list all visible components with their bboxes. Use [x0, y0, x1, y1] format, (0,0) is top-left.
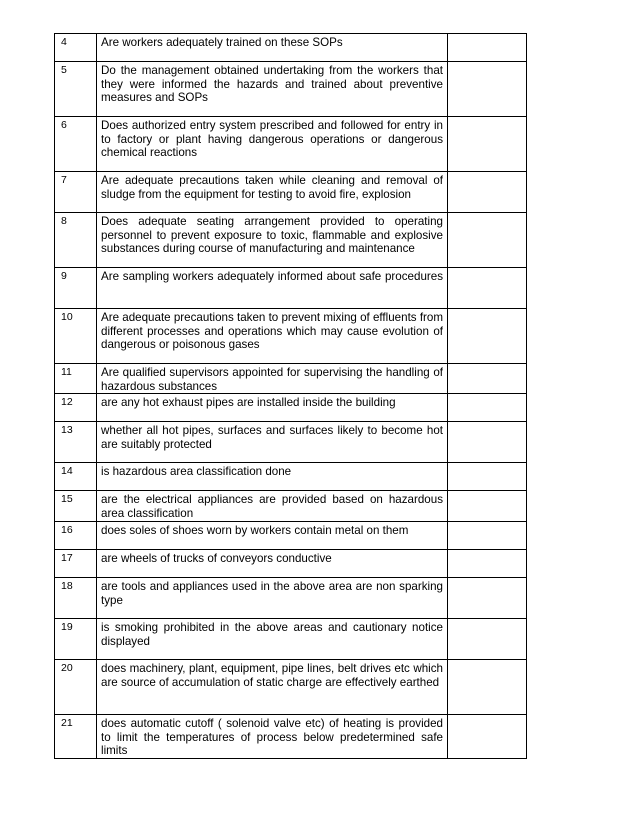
row-number: 13 — [55, 422, 97, 463]
answer-cell — [448, 714, 527, 758]
answer-cell — [448, 394, 527, 422]
question-text: is smoking prohibited in the above areas and cautionary notice displayed — [97, 618, 448, 659]
table-row — [55, 521, 527, 549]
table-row — [55, 394, 527, 422]
question-text: Are adequate precautions taken while cleaning and removal of sludge from the equipment for testing to avoid fire, explosion — [97, 172, 448, 213]
question-text: are the electrical appliances are provided based on hazardous area classification — [97, 491, 448, 521]
row-number: 6 — [55, 117, 97, 172]
row-number: 19 — [55, 618, 97, 659]
checklist-table — [54, 33, 527, 759]
table-row — [55, 34, 527, 62]
answer-cell — [448, 618, 527, 659]
question-text: Are adequate precautions taken to prevent mixing of effluents from different processes and operations which may cause evolution of dangerous or poisonous gases — [97, 309, 448, 364]
row-number: 15 — [55, 491, 97, 521]
question-text: are any hot exhaust pipes are installed inside the building — [97, 394, 448, 422]
row-number: 9 — [55, 268, 97, 309]
row-number: 21 — [55, 714, 97, 758]
question-text: Are sampling workers adequately informed about safe procedures — [97, 268, 448, 309]
table-row — [55, 659, 527, 714]
table-row — [55, 463, 527, 491]
table-row — [55, 172, 527, 213]
answer-cell — [448, 463, 527, 491]
question-text: is hazardous area classification done — [97, 463, 448, 491]
answer-cell — [448, 117, 527, 172]
answer-cell — [448, 422, 527, 463]
table-row — [55, 549, 527, 577]
table-row — [55, 117, 527, 172]
table-row — [55, 714, 527, 758]
row-number: 16 — [55, 521, 97, 549]
table-row — [55, 62, 527, 117]
checklist-body — [55, 34, 527, 759]
table-row — [55, 309, 527, 364]
row-number: 10 — [55, 309, 97, 364]
table-row — [55, 491, 527, 521]
question-text: Are qualified supervisors appointed for supervising the handling of hazardous substances — [97, 364, 448, 394]
answer-cell — [448, 213, 527, 268]
table-row — [55, 268, 527, 309]
table-row — [55, 577, 527, 618]
row-number: 17 — [55, 549, 97, 577]
question-text: does soles of shoes worn by workers contain metal on them — [97, 521, 448, 549]
question-text: does automatic cutoff ( solenoid valve etc) of heating is provided to limit the temperatures of process below predetermined safe limits — [97, 714, 448, 758]
row-number: 11 — [55, 364, 97, 394]
table-row — [55, 618, 527, 659]
answer-cell — [448, 309, 527, 364]
answer-cell — [448, 521, 527, 549]
row-number: 12 — [55, 394, 97, 422]
question-text: are wheels of trucks of conveyors conductive — [97, 549, 448, 577]
table-row — [55, 213, 527, 268]
table-row — [55, 364, 527, 394]
answer-cell — [448, 172, 527, 213]
question-text: does machinery, plant, equipment, pipe lines, belt drives etc which are source of accumulation of static charge are effectively earthed — [97, 659, 448, 714]
question-text: whether all hot pipes, surfaces and surfaces likely to become hot are suitably protected — [97, 422, 448, 463]
row-number: 8 — [55, 213, 97, 268]
question-text: Are workers adequately trained on these SOPs — [97, 34, 448, 62]
row-number: 14 — [55, 463, 97, 491]
answer-cell — [448, 62, 527, 117]
question-text: Do the management obtained undertaking from the workers that they were informed the hazards and trained about preventive measures and SOPs — [97, 62, 448, 117]
row-number: 20 — [55, 659, 97, 714]
row-number: 4 — [55, 34, 97, 62]
answer-cell — [448, 268, 527, 309]
answer-cell — [448, 549, 527, 577]
answer-cell — [448, 491, 527, 521]
answer-cell — [448, 659, 527, 714]
question-text: Does adequate seating arrangement provided to operating personnel to prevent exposure to toxic, flammable and explosive substances during course of manufacturing and maintenance — [97, 213, 448, 268]
row-number: 7 — [55, 172, 97, 213]
answer-cell — [448, 577, 527, 618]
row-number: 18 — [55, 577, 97, 618]
question-text: are tools and appliances used in the above area are non sparking type — [97, 577, 448, 618]
table-row — [55, 422, 527, 463]
row-number: 5 — [55, 62, 97, 117]
question-text: Does authorized entry system prescribed and followed for entry in to factory or plant having dangerous operations or dangerous chemical reactions — [97, 117, 448, 172]
answer-cell — [448, 364, 527, 394]
answer-cell — [448, 34, 527, 62]
